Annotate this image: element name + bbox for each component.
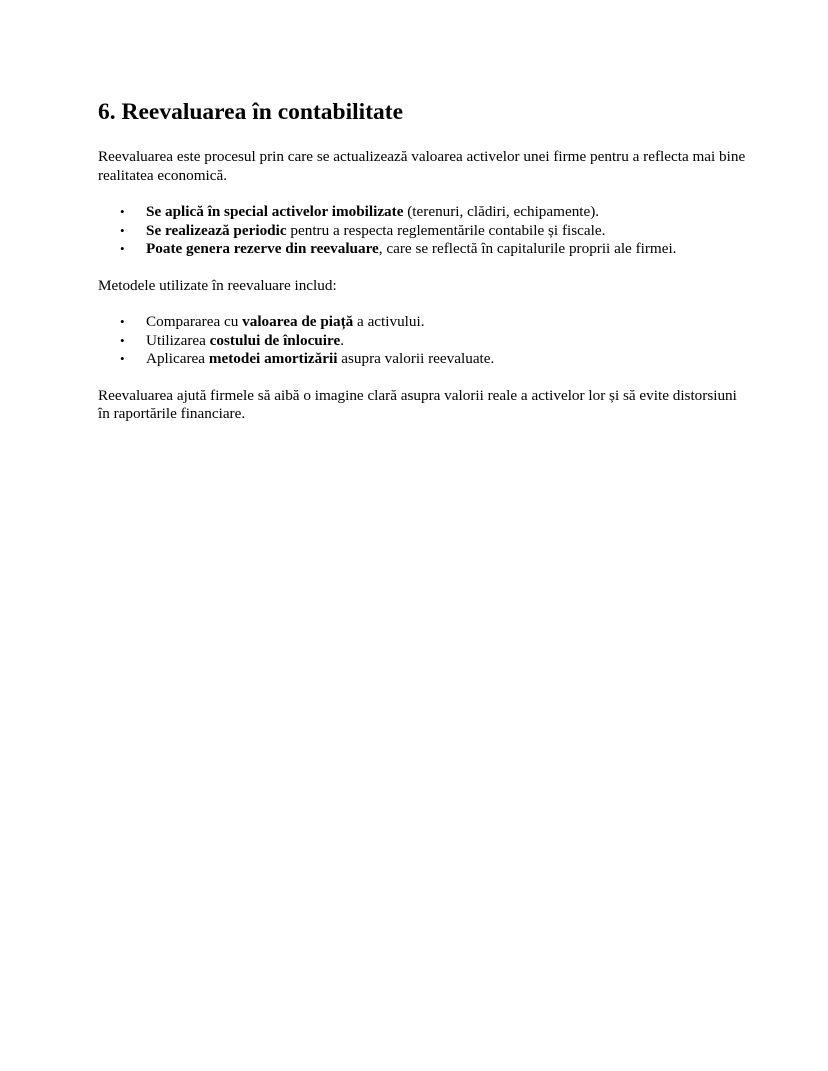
list-item-text: a activului.: [353, 313, 425, 330]
list-item-bold: Poate genera rezerve din reevaluare: [146, 240, 379, 257]
list-item-bold: costului de înlocuire: [209, 331, 341, 349]
bullet-icon: •: [120, 332, 125, 348]
list-item: [120, 313, 748, 332]
bullet-icon: •: [120, 204, 125, 219]
list-item-text: pentru a respecta reglementările contabile și fiscale.: [286, 221, 606, 239]
list-item: [120, 221, 748, 241]
document-page: [98, 96, 748, 424]
list-item: [120, 240, 748, 259]
list-item-bold: valoarea de piață: [242, 313, 354, 330]
bullet-icon: •: [120, 241, 125, 256]
list-item: [120, 331, 748, 351]
list-item-bold: Se realizează periodic: [146, 221, 287, 239]
list-item-text: .: [340, 331, 344, 349]
list-item-bold: Se aplică în special activelor imobilizate: [146, 203, 404, 220]
list-item: [120, 203, 748, 222]
methods-intro-paragraph: Metodele utilizate în reevaluare includ:: [98, 276, 337, 294]
bullet-icon: •: [120, 222, 125, 238]
list-item-text: , care se reflectă în capitalurile proprii ale firmei.: [378, 240, 677, 257]
conclusion-paragraph: Reevaluarea ajută firmele să aibă o imagine clară asupra valorii reale a activelor lor și să evite distorsiuni în raportările financiare.: [98, 386, 737, 422]
page-title: 6. Reevaluarea în contabilitate: [98, 99, 404, 125]
intro-paragraph: Reevaluarea este procesul prin care se actualizează valoarea activelor unei firme pentru a reflecta mai bine realitatea economică.: [98, 148, 746, 184]
list-item-bold: metodei amortizării: [208, 350, 338, 367]
list-item-text: Aplicarea: [146, 350, 209, 367]
methods-list: [98, 313, 748, 369]
list-item-text: Utilizarea: [146, 331, 210, 349]
list-item-text: Compararea cu: [146, 313, 243, 330]
list-item-text: asupra valorii reevaluate.: [337, 350, 495, 367]
characteristics-list: [98, 203, 748, 259]
list-item-text: (terenuri, clădiri, echipamente).: [403, 203, 600, 220]
bullet-icon: •: [120, 351, 125, 366]
bullet-icon: •: [120, 314, 125, 329]
list-item: [120, 350, 748, 369]
